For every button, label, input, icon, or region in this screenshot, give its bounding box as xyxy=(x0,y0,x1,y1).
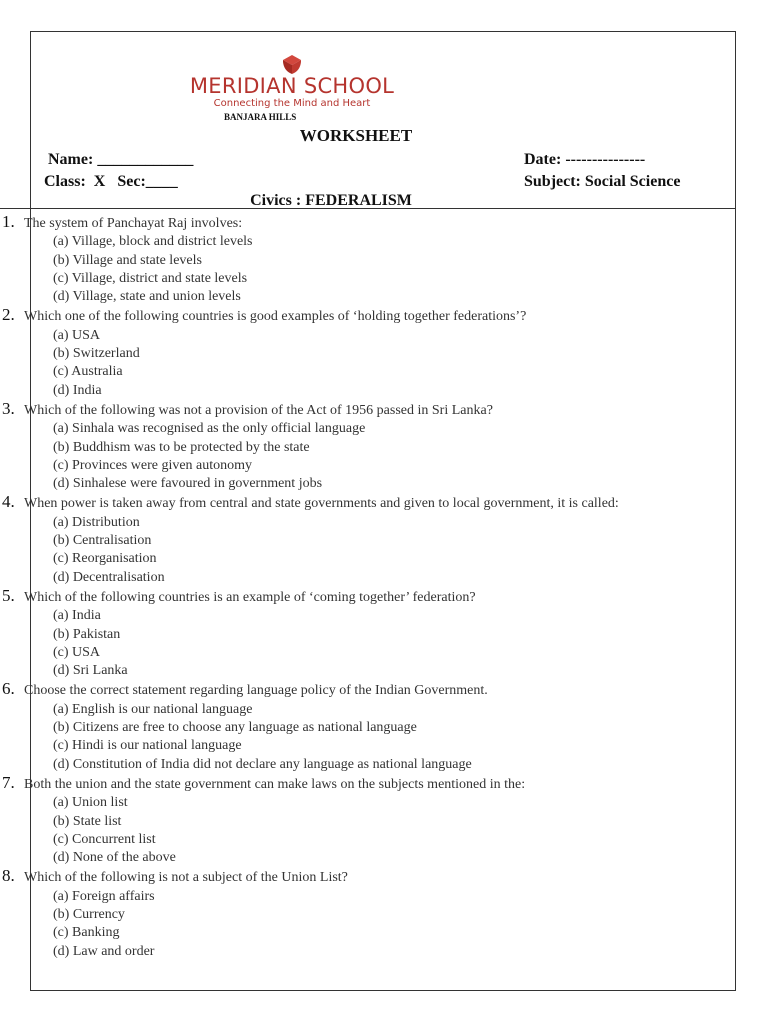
answer-option: (d) Decentralisation xyxy=(53,569,165,585)
answer-option: (d) Village, state and union levels xyxy=(53,289,241,305)
answer-option: (a) Union list xyxy=(53,795,128,811)
question-number: 8. xyxy=(2,866,15,886)
answer-option: (c) Provinces were given autonomy xyxy=(53,457,253,473)
answer-option: (c) Australia xyxy=(53,364,123,380)
question-number: 7. xyxy=(2,772,15,792)
question-number: 3. xyxy=(2,398,15,418)
question-text: Choose the correct statement regarding language policy of the Indian Government. xyxy=(24,683,488,699)
school-logo-icon xyxy=(281,53,303,75)
topic-heading: Civics : FEDERALISM xyxy=(250,192,412,209)
class-section-label: Class: X Sec:____ xyxy=(44,173,178,190)
answer-option: (c) Reorganisation xyxy=(53,551,157,567)
question-text: The system of Panchayat Raj involves: xyxy=(24,216,243,231)
question-number: 6. xyxy=(2,679,15,699)
question-text: Which of the following is not a subject of the Union List? xyxy=(24,870,348,886)
name-field-label: Name: ____________ xyxy=(48,151,194,168)
answer-option: (c) Hindi is our national language xyxy=(53,738,242,754)
question-text: Which of the following was not a provision of the Act of 1956 passed in Sri Lanka? xyxy=(24,402,493,418)
answer-option: (b) Centralisation xyxy=(53,533,152,549)
school-name: MERIDIAN SCHOOL xyxy=(189,74,395,98)
answer-option: (d) Constitution of India did not declare any language as national language xyxy=(53,756,472,772)
question-4 xyxy=(0,493,740,513)
answer-option: (a) English is our national language xyxy=(53,701,253,717)
question-7 xyxy=(0,774,740,794)
answer-option: (d) Law and order xyxy=(53,943,155,959)
question-number: 2. xyxy=(2,305,15,325)
answer-option: (d) Sri Lanka xyxy=(53,663,128,679)
answer-option: (b) Village and state levels xyxy=(53,252,202,268)
answer-option: (a) USA xyxy=(53,327,101,343)
question-list xyxy=(0,213,740,961)
answer-option: (d) None of the above xyxy=(53,850,176,866)
answer-option: (a) Village, block and district levels xyxy=(53,234,253,250)
question-6 xyxy=(0,680,740,700)
question-number: 4. xyxy=(2,492,15,512)
school-tagline: Connecting the Mind and Heart xyxy=(213,98,371,109)
question-text: Which one of the following countries is good examples of ‘holding together federations’? xyxy=(24,309,527,325)
answer-option: (d) Sinhalese were favoured in government jobs xyxy=(53,476,323,492)
answer-option: (a) Foreign affairs xyxy=(53,888,155,904)
answer-option: (a) India xyxy=(53,608,101,624)
answer-option: (b) Currency xyxy=(53,906,125,922)
subject-label: Subject: Social Science xyxy=(524,173,681,190)
answer-option: (b) Citizens are free to choose any language as national language xyxy=(53,720,417,736)
answer-option: (b) Switzerland xyxy=(53,346,140,362)
answer-option: (c) USA xyxy=(53,644,101,660)
answer-option: (c) Concurrent list xyxy=(53,831,156,847)
question-1 xyxy=(0,213,740,233)
question-8 xyxy=(0,867,740,887)
question-text: Both the union and the state government can make laws on the subjects mentioned in the: xyxy=(24,776,526,792)
header-divider xyxy=(0,208,736,209)
question-2 xyxy=(0,306,740,326)
question-number: 5. xyxy=(2,585,15,605)
worksheet-title: WORKSHEET xyxy=(299,126,413,145)
answer-option: (b) Pakistan xyxy=(53,626,121,642)
date-field-label: Date: --------------- xyxy=(524,151,646,168)
answer-option: (c) Banking xyxy=(53,925,120,941)
answer-option: (a) Distribution xyxy=(53,514,140,530)
answer-option: (a) Sinhala was recognised as the only official language xyxy=(53,421,366,437)
answer-option: (c) Village, district and state levels xyxy=(53,270,248,286)
question-text: When power is taken away from central and state governments and given to local government, it is called: xyxy=(24,496,619,512)
answer-option: (b) Buddhism was to be protected by the state xyxy=(53,439,310,455)
question-3 xyxy=(0,400,740,420)
answer-option: (d) India xyxy=(53,382,102,398)
campus-name: BANJARA HILLS xyxy=(224,112,297,122)
question-5 xyxy=(0,587,740,607)
question-number: 1. xyxy=(2,212,15,231)
answer-option: (b) State list xyxy=(53,813,122,829)
question-text: Which of the following countries is an example of ‘coming together’ federation? xyxy=(24,589,476,605)
